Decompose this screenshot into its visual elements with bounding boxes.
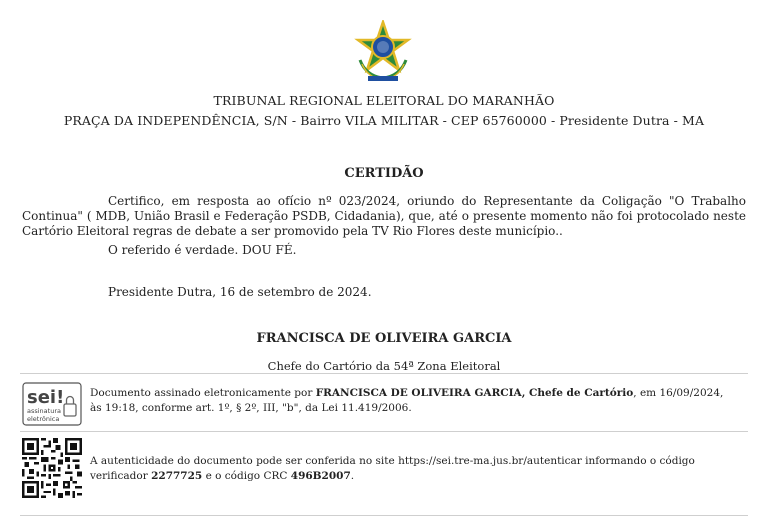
esig-text-before: Documento assinado eletronicamente por	[90, 387, 316, 399]
authenticity-text	[90, 454, 730, 484]
esig-signer: FRANCISCA DE OLIVEIRA GARCIA, Chefe de Cartório	[315, 387, 634, 399]
place-date: Presidente Dutra, 16 de setembro de 2024.	[108, 285, 372, 299]
divider	[20, 431, 748, 432]
institution-address: PRAÇA DA INDEPENDÊNCIA, S/N - Bairro VILA MILITAR - CEP 65760000 - Presidente Dutra - MA	[63, 113, 705, 128]
qr-code-icon[interactable]	[22, 438, 82, 498]
document-title: CERTIDÃO	[344, 166, 424, 181]
divider	[20, 515, 748, 516]
brazil-coat-of-arms-icon	[352, 20, 414, 84]
seal-main-text: sei!	[27, 387, 65, 408]
institution-name: TRIBUNAL REGIONAL ELEITORAL DO MARANHÃO	[213, 93, 555, 108]
verifier-code: 2277725	[151, 470, 203, 482]
electronic-signature-text	[90, 386, 730, 416]
certificate-body-text: Certifico, em resposta ao ofício nº 023/2024, oriundo do Representante da Coligação "O Trabalho Continua" ( MDB, União Brasil e Federação PSDB, Cidadania), que, até o presente momento não foi protocolado neste Cartório Eleitoral regras de debate a ser promovido pela TV Rio Flores deste município..	[22, 194, 746, 238]
seal-line1: assinatura	[27, 407, 61, 415]
signer-role: Chefe do Cartório da 54ª Zona Eleitoral	[267, 359, 501, 373]
esig-text-after: , em 16/09/2024, às 19:18, conforme art. 1º, § 2º, III, "b", da Lei 11.419/2006.	[90, 387, 724, 414]
auth-text-before: A autenticidade do documento pode ser conferida no site https://sei.tre-ma.jus.br/autenticar informando o código verificador	[90, 455, 695, 482]
signer-name: FRANCISCA DE OLIVEIRA GARCIA	[256, 331, 512, 346]
crc-code: 496B2007	[290, 470, 351, 482]
seal-line2: eletrônica	[27, 415, 60, 423]
auth-text-middle: e o código CRC	[202, 470, 291, 482]
auth-text-after: .	[350, 470, 355, 482]
certificate-body	[22, 194, 746, 239]
divider	[20, 373, 748, 374]
truth-statement: O referido é verdade. DOU FÉ.	[108, 243, 297, 257]
sei-signature-seal-icon	[22, 382, 82, 426]
